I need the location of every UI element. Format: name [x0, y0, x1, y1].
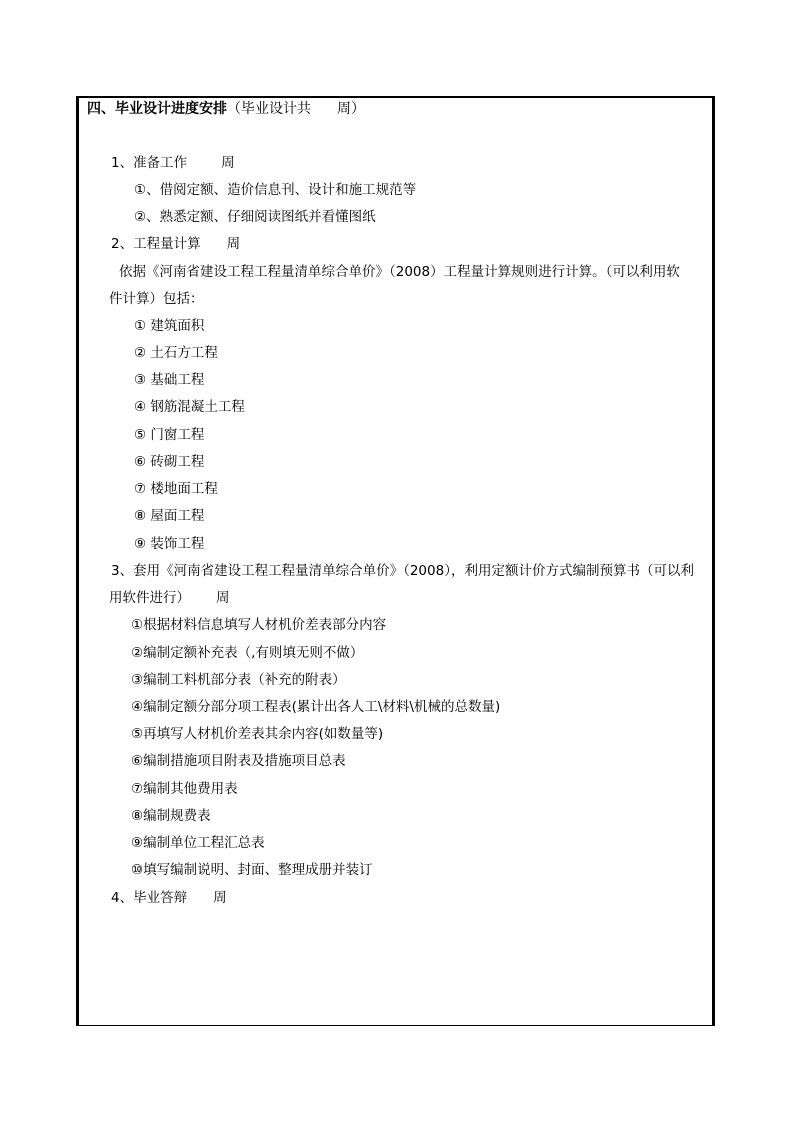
item-3-sub-9: ⑨编制单位工程汇总表	[131, 835, 265, 851]
item-2-sub-4: ④ 钢筋混凝土工程	[134, 399, 245, 415]
section-note-suffix: 周）	[337, 101, 365, 117]
section-note: （毕业设计共	[227, 101, 311, 117]
item-2-text-line-2: 件计算）包括：	[109, 291, 204, 307]
item-4	[111, 888, 227, 908]
item-3-unit: 周	[216, 590, 230, 606]
item-2-unit: 周	[226, 236, 241, 252]
item-2-sub-7: ⑦ 楼地面工程	[134, 481, 218, 497]
item-4-title: 4、毕业答辩	[111, 890, 188, 906]
item-2-sub-2: ② 土石方工程	[134, 345, 218, 361]
item-2-sub-1: ① 建筑面积	[134, 318, 205, 334]
section-heading	[87, 99, 365, 119]
item-3-text-line-1: 3、套用《河南省建设工程工程量清单综合单价》（2008），利用定额计价方式编制预算书（可以利	[111, 563, 694, 579]
item-3-sub-2: ②编制定额补充表（,有则填无则不做）	[131, 645, 364, 661]
item-1-sub-1: ①、借阅定额、造价信息刊、设计和施工规范等	[134, 182, 417, 198]
item-3-text-line-2-body: 用软件进行）	[109, 590, 190, 606]
section-title: 四、毕业设计进度安排	[87, 101, 227, 117]
item-1-sub-2: ②、熟悉定额、仔细阅读图纸并看懂图纸	[134, 209, 376, 225]
item-1-unit: 周	[221, 155, 235, 171]
item-3-sub-5: ⑤再填写人材机价差表其余内容(如数量等)	[131, 726, 384, 742]
item-2-sub-5: ⑤ 门窗工程	[134, 427, 205, 443]
item-3-text-line-2	[109, 588, 230, 608]
item-2-text-line-1: 依据《河南省建设工程工程量清单综合单价》（2008）工程量计算规则进行计算。（可以利用软	[119, 264, 680, 280]
item-1-title: 1、准备工作	[111, 155, 188, 171]
item-3-sub-6: ⑥编制措施项目附表及措施项目总表	[131, 753, 346, 769]
item-3-sub-3: ③编制工料机部分表（补充的附表）	[131, 672, 346, 688]
item-3-sub-10: ⑩填写编制说明、封面、整理成册并装订	[131, 862, 373, 878]
item-3-sub-1: ①根据材料信息填写人材机价差表部分内容	[131, 617, 387, 633]
item-2-sub-6: ⑥ 砖砌工程	[134, 454, 205, 470]
item-2-title: 2、工程量计算	[111, 236, 201, 252]
item-2	[111, 234, 240, 254]
item-1	[111, 153, 235, 173]
item-2-sub-9: ⑨ 装饰工程	[134, 536, 205, 552]
item-3-sub-8: ⑧编制规费表	[131, 808, 211, 824]
item-3-sub-7: ⑦编制其他费用表	[131, 781, 238, 797]
item-2-sub-8: ⑧ 屋面工程	[134, 508, 205, 524]
item-2-sub-3: ③ 基础工程	[134, 372, 205, 388]
item-3-sub-4: ④编制定额分部分项工程表(累计出各人工\材料\机械的总数量)	[131, 699, 501, 715]
item-4-unit: 周	[213, 890, 227, 906]
